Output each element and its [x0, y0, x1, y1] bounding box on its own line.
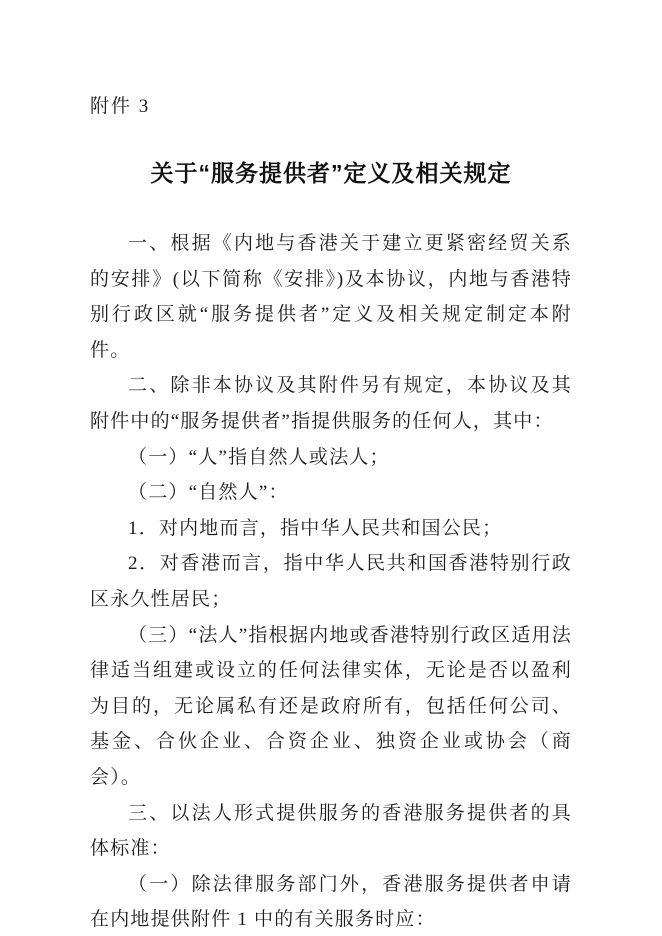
paragraph-9: （一）除法律服务部门外，香港服务提供者申请在内地提供附件 1 中的有关服务时应： [90, 873, 572, 931]
paragraph-3: （一）“人”指自然人或法人； [128, 446, 390, 468]
paragraph-7: （三）“法人”指根据内地或香港特别行政区适用法律适当组建或设立的任何法律实体，无论是否以盈利为目的，无论属私有还是政府所有，包括任何公司、基金、合伙企业、合资企业、独资企业或协会（商会）。 [90, 624, 572, 788]
attachment-label: 附件 3 [90, 96, 151, 117]
document-title: 关于“服务提供者”定义及相关规定 [150, 160, 512, 186]
paragraph-6: 2．对香港而言，指中华人民共和国香港特别行政区永久性居民； [90, 553, 572, 610]
paragraph-8: 三、以法人形式提供服务的香港服务提供者的具体标准： [90, 802, 572, 860]
paragraph-2: 二、除非本协议及其附件另有规定，本协议及其附件中的“服务提供者”指提供服务的任何人，其中： [90, 375, 572, 432]
paragraph-5: 1．对内地而言，指中华人民共和国公民； [128, 517, 503, 539]
paragraph-4: （二）“自然人”： [128, 482, 289, 504]
paragraph-1: 一、根据《内地与香港关于建立更紧密经贸关系的安排》(以下简称《安排》)及本协议，内地与香港特别行政区就“服务提供者”定义及相关规定制定本附件。 [90, 233, 572, 361]
document-body [90, 226, 572, 936]
